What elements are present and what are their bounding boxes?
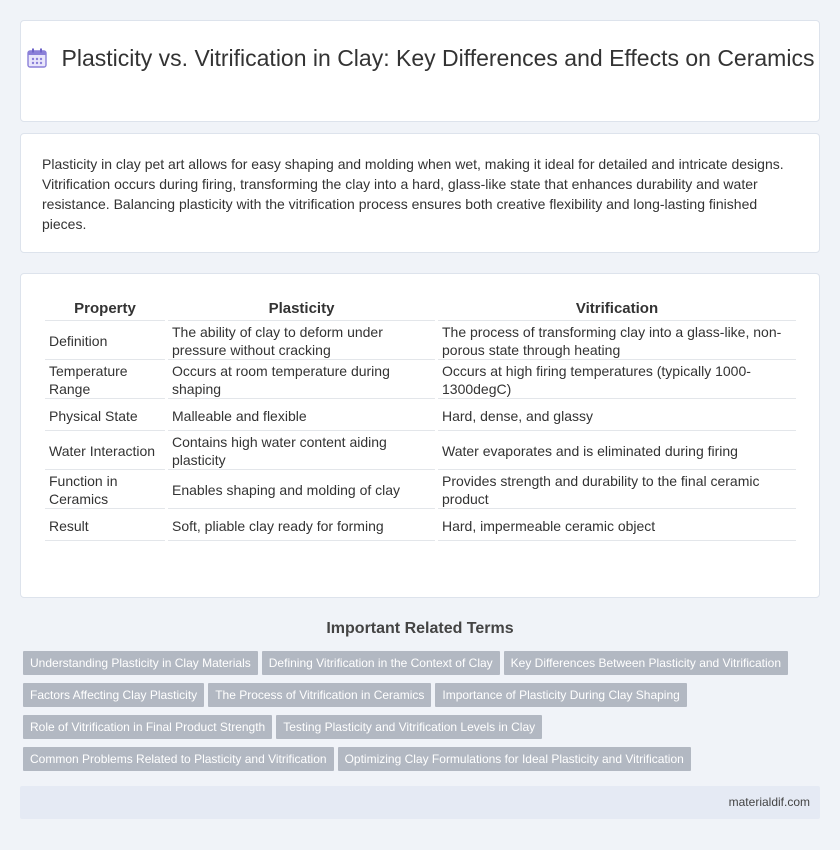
- comparison-card: [20, 273, 820, 598]
- page-title: Plasticity vs. Vitrification in Clay: Key Differences and Effects on Ceramics: [61, 45, 815, 71]
- table-row: [45, 323, 796, 360]
- row-plasticity: Soft, pliable clay ready for forming: [168, 511, 435, 541]
- row-vitrification: Provides strength and durability to the final ceramic product: [438, 472, 796, 509]
- title-card: [20, 20, 820, 122]
- related-term-tag[interactable]: Importance of Plasticity During Clay Shaping: [435, 683, 686, 707]
- row-plasticity: Malleable and flexible: [168, 401, 435, 431]
- row-property: Function in Ceramics: [45, 472, 165, 509]
- row-property: Water Interaction: [45, 433, 165, 470]
- row-vitrification: The process of transforming clay into a glass-like, non-porous state through heating: [438, 323, 796, 360]
- column-header-plasticity: Plasticity: [168, 298, 435, 321]
- related-term-tag[interactable]: Defining Vitrification in the Context of Clay: [262, 651, 500, 675]
- comparison-table: [42, 296, 799, 543]
- table-row: [45, 362, 796, 399]
- calendar-icon: [26, 47, 48, 69]
- row-plasticity: Enables shaping and molding of clay: [168, 472, 435, 509]
- related-term-tag[interactable]: Optimizing Clay Formulations for Ideal Plasticity and Vitrification: [338, 747, 691, 771]
- row-vitrification: Hard, impermeable ceramic object: [438, 511, 796, 541]
- footer: [20, 786, 820, 819]
- title-wrap: [21, 43, 819, 73]
- row-vitrification: Occurs at high firing temperatures (typically 1000-1300degC): [438, 362, 796, 399]
- related-term-tag[interactable]: Understanding Plasticity in Clay Materials: [23, 651, 258, 675]
- row-vitrification: Water evaporates and is eliminated during firing: [438, 433, 796, 470]
- related-term-tag[interactable]: Common Problems Related to Plasticity and Vitrification: [23, 747, 334, 771]
- table-header-row: [45, 298, 796, 321]
- related-term-tag[interactable]: Key Differences Between Plasticity and Vitrification: [504, 651, 788, 675]
- related-terms-heading: Important Related Terms: [326, 620, 514, 637]
- related-term-tag[interactable]: Role of Vitrification in Final Product Strength: [23, 715, 272, 739]
- related-term-tag[interactable]: Testing Plasticity and Vitrification Levels in Clay: [276, 715, 542, 739]
- table-row: [45, 472, 796, 509]
- column-header-property: Property: [45, 298, 165, 321]
- row-property: Temperature Range: [45, 362, 165, 399]
- row-property: Result: [45, 511, 165, 541]
- row-plasticity: The ability of clay to deform under pressure without cracking: [168, 323, 435, 360]
- related-term-tag[interactable]: The Process of Vitrification in Ceramics: [208, 683, 431, 707]
- row-property: Definition: [45, 323, 165, 360]
- row-plasticity: Contains high water content aiding plasticity: [168, 433, 435, 470]
- table-row: [45, 511, 796, 541]
- row-plasticity: Occurs at room temperature during shaping: [168, 362, 435, 399]
- table-row: [45, 401, 796, 431]
- related-terms-list: [23, 651, 823, 779]
- table-row: [45, 433, 796, 470]
- row-property: Physical State: [45, 401, 165, 431]
- column-header-vitrification: Vitrification: [438, 298, 796, 321]
- related-term-tag[interactable]: Factors Affecting Clay Plasticity: [23, 683, 204, 707]
- row-vitrification: Hard, dense, and glassy: [438, 401, 796, 431]
- footer-site-link[interactable]: materialdif.com: [728, 795, 810, 809]
- intro-card: [20, 133, 820, 253]
- intro-paragraph: Plasticity in clay pet art allows for easy shaping and molding when wet, making it ideal for detailed and intricate designs. Vitrification occurs during firing, transforming the clay into a hard, glass-like state that enhances durability and water resistance. Balancing plasticity with the vitrification process ensures both creative flexibility and long-lasting finished pieces.: [42, 156, 784, 232]
